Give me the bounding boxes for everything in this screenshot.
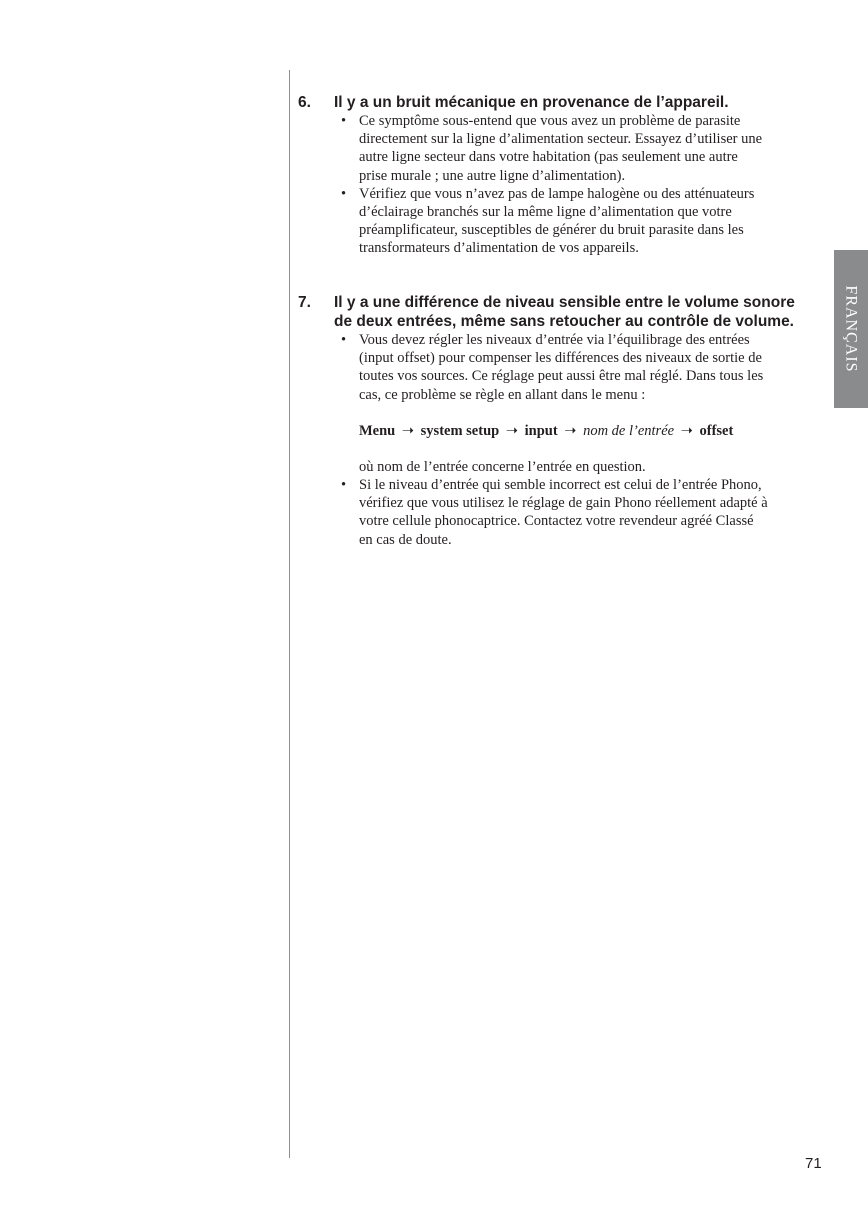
list-item-text: Vous devez régler les niveaux d’entrée via l’équilibrage des entrées (input offset) pour compenser les différences des niveaux de sortie de toutes vos sources. Ce réglage peut aussi être mal réglé. Dans tous les cas, ce problème se règle en allant dans le menu : (359, 332, 764, 403)
bullet-icon: • (341, 185, 347, 202)
bullet-list (341, 331, 798, 549)
menu-path-input-name: nom de l’entrée (583, 422, 675, 439)
arrow-right-icon: ➝ (680, 422, 693, 439)
list-item (341, 112, 769, 185)
item-heading (298, 93, 798, 112)
item-heading (298, 293, 798, 331)
menu-path (359, 422, 769, 440)
bullet-icon: • (341, 113, 347, 129)
bullet-icon: • (341, 477, 347, 494)
troubleshooting-item-7 (298, 293, 798, 549)
item-title: Il y a un bruit mécanique en provenance de l’appareil. (334, 94, 729, 111)
bullet-list (341, 112, 798, 258)
menu-path-explanation: où nom de l’entrée concerne l’entrée en question. (359, 458, 646, 475)
item-title: Il y a une différence de niveau sensible entre le volume sonore de deux entrées, même sans retoucher au contrôle de volume. (334, 294, 795, 330)
language-tab-label: FRANÇAIS (843, 285, 861, 373)
list-item (341, 185, 769, 258)
menu-path-input: input (524, 422, 558, 439)
margin-rule (289, 70, 290, 1158)
menu-path-offset: offset (699, 422, 734, 439)
arrow-right-icon: ➝ (505, 422, 518, 439)
troubleshooting-item-6 (298, 93, 798, 258)
list-item (341, 331, 769, 476)
arrow-right-icon: ➝ (401, 422, 415, 439)
list-item-text: Ce symptôme sous-entend que vous avez un problème de parasite directement sur la ligne d’alimentation secteur. Essayez d’utiliser une autre ligne secteur dans votre habitation (pas seulement une autre prise murale ; une autre ligne d’alimentation). (359, 113, 763, 184)
item-number: 7. (298, 294, 311, 311)
bullet-icon: • (341, 332, 347, 348)
language-tab (834, 250, 868, 408)
menu-path-menu: Menu (359, 422, 396, 439)
item-number: 6. (298, 94, 311, 111)
list-item-text: Si le niveau d’entrée qui semble incorrect est celui de l’entrée Phono, vérifiez que vous utilisez le réglage de gain Phono réellement adapté à votre cellule phonocaptrice. Contactez votre revendeur agréé Classé en cas de doute. (359, 477, 768, 548)
list-item (341, 476, 769, 549)
page-number: 71 (805, 1155, 822, 1172)
list-item-text: Vérifiez que vous n’avez pas de lampe halogène ou des atténuateurs d’éclairage branchés sur la même ligne d’alimentation que votre préamplificateur, susceptibles de générer du bruit parasite dans les transformateurs d’alimentation de vos appareils. (359, 185, 755, 257)
menu-path-system-setup: system setup (420, 422, 500, 439)
arrow-right-icon: ➝ (564, 422, 577, 439)
